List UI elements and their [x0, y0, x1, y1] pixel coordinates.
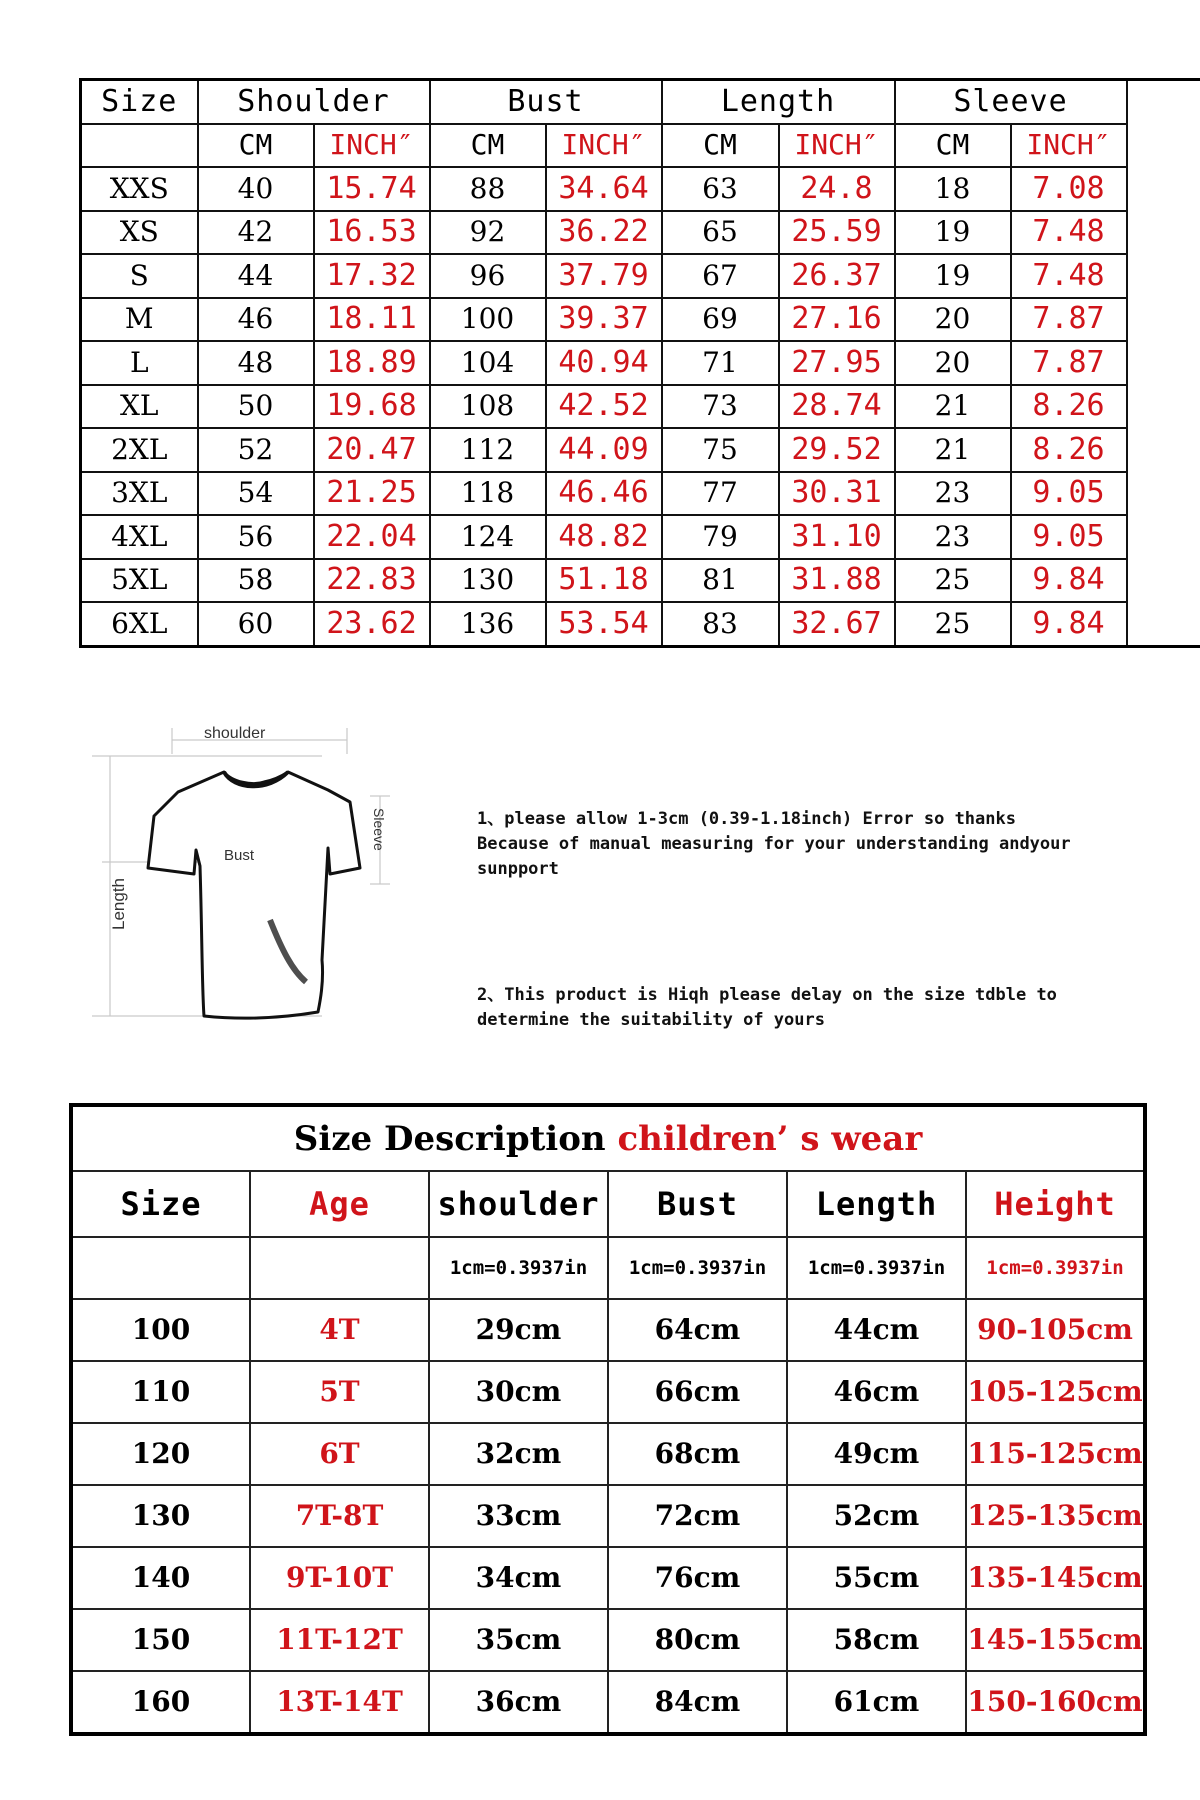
cell-shoulder-cm: 52: [198, 428, 314, 472]
cell-shoulder-in: 17.32: [314, 254, 430, 298]
cell-length-in: 31.10: [779, 515, 895, 559]
unit-cm: CM: [198, 124, 314, 168]
children-title-row: [71, 1105, 1145, 1171]
cell-sleeve-cm: 25: [895, 602, 1011, 646]
cell-sleeve-cm: 21: [895, 428, 1011, 472]
cell-bust: 68cm: [608, 1423, 787, 1485]
cell-shoulder-cm: 42: [198, 211, 314, 255]
adult-header-row: [81, 80, 1200, 124]
conversion-note: 1cm=0.3937in: [787, 1237, 966, 1299]
cell-height: 105-125cm: [966, 1361, 1145, 1423]
table-row: [81, 385, 1200, 429]
cell-sleeve-in: 9.05: [1011, 472, 1127, 516]
cell-bust: 76cm: [608, 1547, 787, 1609]
table-row: [81, 254, 1200, 298]
cell-length-in: 29.52: [779, 428, 895, 472]
conversion-note: 1cm=0.3937in: [966, 1237, 1145, 1299]
cell-length-cm: 67: [662, 254, 779, 298]
cell-sleeve-cm: 21: [895, 385, 1011, 429]
tshirt-icon: [148, 772, 360, 1018]
cell-age: 11T-12T: [250, 1609, 429, 1671]
cell-length-cm: 83: [662, 602, 779, 646]
cell-length-in: 32.67: [779, 602, 895, 646]
cell-shoulder-cm: 44: [198, 254, 314, 298]
unit-inch: INCH″: [1011, 124, 1127, 168]
cell-length: 58cm: [787, 1609, 966, 1671]
cell-shoulder: 32cm: [429, 1423, 608, 1485]
adult-table-body: [81, 167, 1200, 646]
cell-sleeve-in: 7.87: [1011, 341, 1127, 385]
cell-shoulder-in: 20.47: [314, 428, 430, 472]
cell-sleeve-in: 7.48: [1011, 254, 1127, 298]
cell-height: 150-160cm: [966, 1671, 1145, 1734]
cell-sleeve-cm: 19: [895, 211, 1011, 255]
cell-shoulder-in: 22.04: [314, 515, 430, 559]
conversion-note: 1cm=0.3937in: [608, 1237, 787, 1299]
table-row: [81, 167, 1200, 211]
cell-shoulder-cm: 46: [198, 298, 314, 342]
cell-size: 4XL: [81, 515, 198, 559]
cell-height: 135-145cm: [966, 1547, 1145, 1609]
unit-cm: CM: [430, 124, 546, 168]
table-row: [71, 1671, 1145, 1734]
header-bust: Bust: [608, 1171, 787, 1237]
length-label: Length: [109, 878, 128, 930]
cell-size: XXS: [81, 167, 198, 211]
sleeve-label: Sleeve: [371, 808, 387, 851]
unit-inch: INCH″: [546, 124, 662, 168]
cell-height: 125-135cm: [966, 1485, 1145, 1547]
cell-bust-in: 48.82: [546, 515, 662, 559]
cell-sleeve-in: 7.08: [1011, 167, 1127, 211]
conversion-row: [71, 1237, 1145, 1299]
cell-sleeve-in: 9.05: [1011, 515, 1127, 559]
cell-bust-in: 46.46: [546, 472, 662, 516]
unit-inch: INCH″: [314, 124, 430, 168]
cell-size: 110: [71, 1361, 250, 1423]
table-row: [81, 602, 1200, 646]
cell-shoulder-cm: 56: [198, 515, 314, 559]
cell-shoulder-in: 19.68: [314, 385, 430, 429]
cell-age: 6T: [250, 1423, 429, 1485]
conversion-blank: [250, 1237, 429, 1299]
header-size: Size: [71, 1171, 250, 1237]
cell-length-cm: 81: [662, 559, 779, 603]
cell-sleeve-in: 8.26: [1011, 385, 1127, 429]
header-shoulder: shoulder: [429, 1171, 608, 1237]
header-size: Size: [81, 80, 198, 124]
cell-size: L: [81, 341, 198, 385]
note-size-table: 2、This product is Hiqh please delay on the size tdble to determine the suitability of yours: [477, 985, 1057, 1030]
cell-shoulder-cm: 60: [198, 602, 314, 646]
cell-sleeve-in: 7.48: [1011, 211, 1127, 255]
cell-length: 55cm: [787, 1547, 966, 1609]
table-row: [71, 1423, 1145, 1485]
cell-length-cm: 63: [662, 167, 779, 211]
cell-sleeve-in: 8.26: [1011, 428, 1127, 472]
cell-shoulder: 36cm: [429, 1671, 608, 1734]
cell-bust-in: 40.94: [546, 341, 662, 385]
cell-age: 13T-14T: [250, 1671, 429, 1734]
cell-shoulder: 33cm: [429, 1485, 608, 1547]
cell-bust-cm: 118: [430, 472, 546, 516]
table-row: [81, 559, 1200, 603]
cell-size: 6XL: [81, 602, 198, 646]
cell-size: 140: [71, 1547, 250, 1609]
cell-size: XL: [81, 385, 198, 429]
cell-shoulder: 30cm: [429, 1361, 608, 1423]
cell-shoulder: 34cm: [429, 1547, 608, 1609]
header-age: Age: [250, 1171, 429, 1237]
cell-bust: 72cm: [608, 1485, 787, 1547]
table-row: [81, 472, 1200, 516]
cell-shoulder-in: 15.74: [314, 167, 430, 211]
table-row: [71, 1485, 1145, 1547]
header-length: Length: [787, 1171, 966, 1237]
cell-bust-in: 51.18: [546, 559, 662, 603]
cell-shoulder-cm: 48: [198, 341, 314, 385]
cell-length-in: 27.95: [779, 341, 895, 385]
cell-size: 100: [71, 1299, 250, 1361]
cell-length: 61cm: [787, 1671, 966, 1734]
cell-length-in: 27.16: [779, 298, 895, 342]
cell-shoulder-cm: 40: [198, 167, 314, 211]
children-size-table: [69, 1103, 1147, 1736]
cell-bust-cm: 104: [430, 341, 546, 385]
cell-sleeve-cm: 23: [895, 515, 1011, 559]
cell-size: 130: [71, 1485, 250, 1547]
units-blank: [81, 124, 198, 168]
cell-size: 120: [71, 1423, 250, 1485]
cell-length: 52cm: [787, 1485, 966, 1547]
cell-length: 49cm: [787, 1423, 966, 1485]
cell-bust: 66cm: [608, 1361, 787, 1423]
cell-bust-in: 39.37: [546, 298, 662, 342]
children-header-row: [71, 1171, 1145, 1237]
cell-height: 90-105cm: [966, 1299, 1145, 1361]
cell-bust-cm: 124: [430, 515, 546, 559]
cell-bust: 80cm: [608, 1609, 787, 1671]
cell-sleeve-cm: 20: [895, 341, 1011, 385]
table-row: [81, 428, 1200, 472]
header-sleeve: Sleeve: [895, 80, 1127, 124]
cell-shoulder-in: 16.53: [314, 211, 430, 255]
unit-cm: CM: [662, 124, 779, 168]
cell-length-cm: 75: [662, 428, 779, 472]
cell-sleeve-cm: 20: [895, 298, 1011, 342]
cell-length-in: 24.8: [779, 167, 895, 211]
cell-size: S: [81, 254, 198, 298]
cell-length-cm: 77: [662, 472, 779, 516]
cell-size: M: [81, 298, 198, 342]
cell-sleeve-in: 9.84: [1011, 559, 1127, 603]
cell-shoulder: 35cm: [429, 1609, 608, 1671]
bust-label: Bust: [224, 847, 255, 864]
cell-bust-cm: 130: [430, 559, 546, 603]
header-height: Height: [966, 1171, 1145, 1237]
cell-shoulder-cm: 54: [198, 472, 314, 516]
cell-length: 44cm: [787, 1299, 966, 1361]
cell-size: 3XL: [81, 472, 198, 516]
cell-length-in: 26.37: [779, 254, 895, 298]
title-childrens-wear: children’ s wear: [617, 1118, 923, 1159]
adult-units-row: [81, 124, 1200, 168]
header-shoulder: Shoulder: [198, 80, 430, 124]
tshirt-measurement-diagram: [92, 720, 412, 1040]
cell-size: XS: [81, 211, 198, 255]
table-row: [71, 1361, 1145, 1423]
cell-length-cm: 69: [662, 298, 779, 342]
cell-size: 2XL: [81, 428, 198, 472]
table-row: [81, 298, 1200, 342]
cell-size: 150: [71, 1609, 250, 1671]
cell-length-cm: 65: [662, 211, 779, 255]
cell-length-in: 25.59: [779, 211, 895, 255]
cell-shoulder-in: 23.62: [314, 602, 430, 646]
cell-length-cm: 79: [662, 515, 779, 559]
cell-length: 46cm: [787, 1361, 966, 1423]
cell-size: 5XL: [81, 559, 198, 603]
unit-inch: INCH″: [779, 124, 895, 168]
children-table-body: [71, 1105, 1145, 1734]
cell-bust-in: 37.79: [546, 254, 662, 298]
cell-sleeve-in: 9.84: [1011, 602, 1127, 646]
cell-shoulder: 29cm: [429, 1299, 608, 1361]
cell-shoulder-cm: 50: [198, 385, 314, 429]
cell-bust-cm: 96: [430, 254, 546, 298]
cell-bust-in: 53.54: [546, 602, 662, 646]
cell-shoulder-in: 18.89: [314, 341, 430, 385]
cell-sleeve-cm: 18: [895, 167, 1011, 211]
conversion-note: 1cm=0.3937in: [429, 1237, 608, 1299]
cell-height: 145-155cm: [966, 1609, 1145, 1671]
cell-bust-cm: 108: [430, 385, 546, 429]
table-row: [71, 1547, 1145, 1609]
table-row: [71, 1299, 1145, 1361]
cell-age: 7T-8T: [250, 1485, 429, 1547]
header-bust: Bust: [430, 80, 662, 124]
cell-bust-in: 34.64: [546, 167, 662, 211]
conversion-blank: [71, 1237, 250, 1299]
unit-cm: CM: [895, 124, 1011, 168]
cell-age: 4T: [250, 1299, 429, 1361]
table-row: [81, 341, 1200, 385]
cell-bust-cm: 92: [430, 211, 546, 255]
cell-bust-cm: 100: [430, 298, 546, 342]
header-length: Length: [662, 80, 895, 124]
cell-shoulder-cm: 58: [198, 559, 314, 603]
cell-length-cm: 73: [662, 385, 779, 429]
cell-bust: 64cm: [608, 1299, 787, 1361]
table-row: [81, 211, 1200, 255]
cell-age: 5T: [250, 1361, 429, 1423]
table-row: [81, 515, 1200, 559]
cell-age: 9T-10T: [250, 1547, 429, 1609]
note-measuring-error: 1、please allow 1-3cm (0.39-1.18inch) Error so thanks Because of manual measuring for your understanding andyour sunpport: [477, 809, 1071, 879]
cell-shoulder-in: 18.11: [314, 298, 430, 342]
cell-bust-in: 42.52: [546, 385, 662, 429]
cell-sleeve-cm: 19: [895, 254, 1011, 298]
cell-length-in: 28.74: [779, 385, 895, 429]
adult-size-table: [79, 78, 1200, 648]
cell-size: 160: [71, 1671, 250, 1734]
cell-shoulder-in: 22.83: [314, 559, 430, 603]
cell-bust-cm: 112: [430, 428, 546, 472]
title-size-description: Size Description: [293, 1118, 618, 1159]
cell-bust: 84cm: [608, 1671, 787, 1734]
shoulder-label: shoulder: [204, 725, 266, 742]
cell-length-cm: 71: [662, 341, 779, 385]
cell-sleeve-cm: 25: [895, 559, 1011, 603]
cell-bust-cm: 88: [430, 167, 546, 211]
cell-sleeve-cm: 23: [895, 472, 1011, 516]
table-row: [71, 1609, 1145, 1671]
cell-height: 115-125cm: [966, 1423, 1145, 1485]
cell-bust-cm: 136: [430, 602, 546, 646]
cell-shoulder-in: 21.25: [314, 472, 430, 516]
cell-length-in: 30.31: [779, 472, 895, 516]
cell-length-in: 31.88: [779, 559, 895, 603]
cell-bust-in: 36.22: [546, 211, 662, 255]
cell-sleeve-in: 7.87: [1011, 298, 1127, 342]
children-table-title: [71, 1105, 1145, 1171]
cell-bust-in: 44.09: [546, 428, 662, 472]
